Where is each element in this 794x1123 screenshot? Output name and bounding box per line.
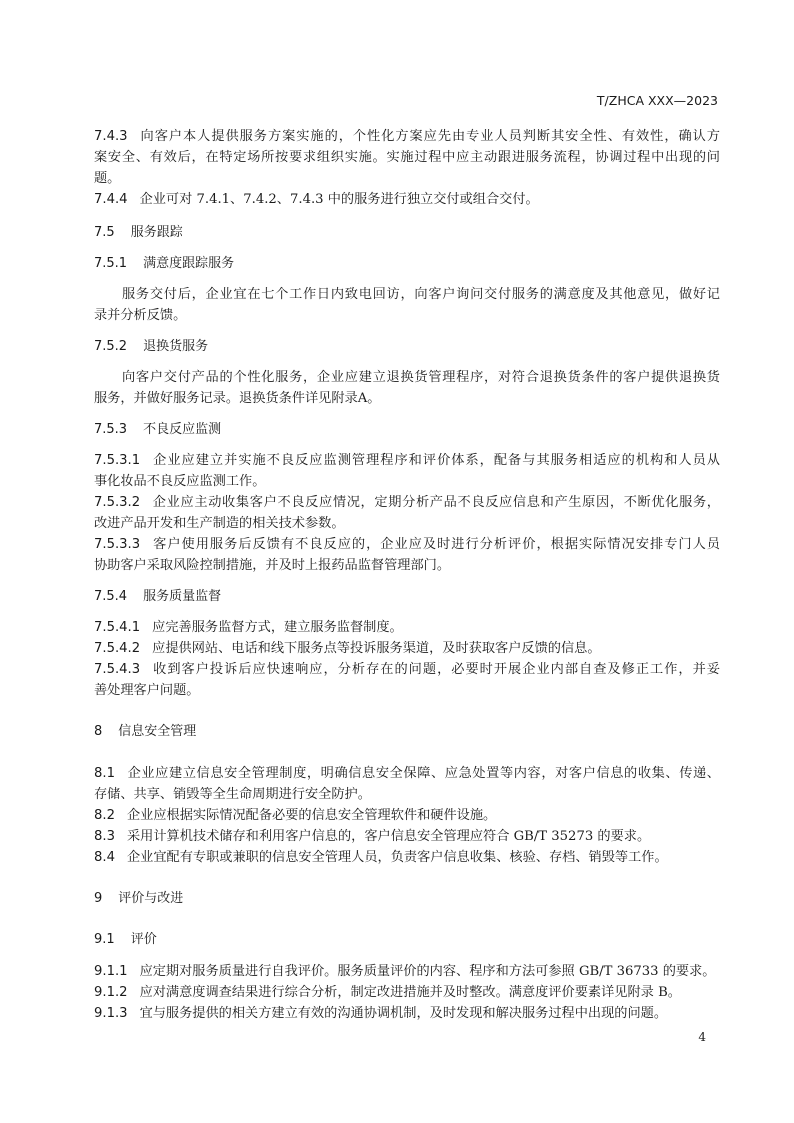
clause-7-4-3-line2: 案安全、有效后，在特定场所按要求组织实施。实施过程中应主动跟进服务流程，协调过程中出现的问 (94, 150, 720, 165)
clause-number: 8.1 (94, 766, 115, 781)
heading-7-5-2: 7.5.2 退换货服务 (94, 339, 209, 354)
clause-8-2: 8.2 企业应根据实际情况配备必要的信息安全管理软件和硬件设施。 (94, 808, 497, 823)
clause-8-1-line2: 存储、共享、销毁等全生命周期进行安全防护。 (94, 787, 371, 802)
heading-number: 9.1 (94, 932, 115, 947)
heading-number: 7.5 (94, 225, 115, 240)
clause-7-5-1-line1: 服务交付后，企业宜在七个工作日内致电回访，向客户询问交付服务的满意度及其他意见，做好记 (122, 287, 720, 302)
clause-7-5-3-3-line1: 7.5.3.3 客户使用服务后反馈有不良反应的，企业应及时进行分析评价，根据实际情况安排专门人员 (94, 537, 720, 552)
heading-7-5-3: 7.5.3 不良反应监测 (94, 422, 222, 437)
heading-7-5: 7.5 服务跟踪 (94, 225, 183, 240)
clause-number: 8.4 (94, 850, 115, 865)
clause-7-5-3-3-line2: 协助客户采取风险控制措施，并及时上报药品监督管理部门。 (94, 558, 451, 573)
clause-9-1-1: 9.1.1 应定期对服务质量进行自我评价。服务质量评价的内容、程序和方法可参照 GB/T 36733 的要求。 (94, 964, 716, 979)
clause-8-3: 8.3 采用计算机技术储存和利用客户信息的，客户信息安全管理应符合 GB/T 35273 的要求。 (94, 829, 651, 844)
clause-number: 7.5.4.1 (94, 620, 141, 635)
clause-7-5-4-2: 7.5.4.2 应提供网站、电话和线下服务点等投诉服务渠道，及时获取客户反馈的信息。 (94, 641, 601, 656)
clause-number: 7.4.4 (94, 192, 128, 207)
heading-number: 7.5.3 (94, 422, 128, 437)
clause-number: 9.1.3 (94, 1006, 128, 1021)
clause-number: 7.5.4.3 (94, 662, 141, 677)
clause-7-5-4-1: 7.5.4.1 应完善服务监督方式，建立服务监督制度。 (94, 620, 403, 635)
clause-number: 9.1.1 (94, 964, 128, 979)
clause-8-4: 8.4 企业宜配有专职或兼职的信息安全管理人员，负责客户信息收集、核验、存档、销毁等工作。 (94, 850, 668, 865)
clause-number: 7.5.3.1 (94, 453, 141, 468)
heading-number: 7.5.4 (94, 589, 128, 604)
clause-9-1-3: 9.1.3 宜与服务提供的相关方建立有效的沟通协调机制，及时发现和解决服务过程中出现的问题。 (94, 1006, 668, 1021)
page-number: 4 (698, 1030, 706, 1044)
clause-9-1-2: 9.1.2 应对满意度调查结果进行综合分析，制定改进措施并及时整改。满意度评价要素详见附录 B。 (94, 985, 681, 1000)
heading-7-5-4: 7.5.4 服务质量监督 (94, 589, 222, 604)
heading-number: 7.5.1 (94, 256, 128, 271)
clause-number: 8.2 (94, 808, 115, 823)
clause-7-5-3-2-line2: 改进产品开发和生产制造的相关技术参数。 (94, 516, 345, 531)
clause-7-4-4: 7.4.4 企业可对 7.4.1、7.4.2、7.4.3 中的服务进行独立交付或组合交付。 (94, 192, 539, 207)
clause-number: 9.1.2 (94, 985, 128, 1000)
heading-9-1: 9.1 评价 (94, 932, 157, 947)
clause-7-5-4-3-line2: 善处理客户问题。 (94, 683, 200, 698)
clause-number: 7.5.3.3 (94, 537, 141, 552)
clause-7-5-2-line1: 向客户交付产品的个性化服务，企业应建立退换货管理程序，对符合退换货条件的客户提供退换货 (122, 370, 720, 385)
clause-7-5-4-3-line1: 7.5.4.3 收到客户投诉后应快速响应，分析存在的问题，必要时开展企业内部自查及修正工作，并妥 (94, 662, 720, 677)
clause-7-5-3-1-line2: 事化妆品不良反应监测工作。 (94, 474, 266, 489)
clause-number: 8.3 (94, 829, 115, 844)
heading-number: 7.5.2 (94, 339, 128, 354)
clause-8-1-line1: 8.1 企业应建立信息安全管理制度，明确信息安全保障、应急处置等内容，对客户信息的收集、传递、 (94, 766, 720, 781)
heading-7-5-1: 7.5.1 满意度跟踪服务 (94, 256, 235, 271)
heading-9: 9 评价与改进 (94, 891, 184, 906)
clause-number: 7.4.3 (94, 129, 128, 144)
clause-number: 7.5.3.2 (94, 495, 141, 510)
heading-number: 8 (94, 724, 103, 739)
clause-7-5-3-1-line1: 7.5.3.1 企业应建立并实施不良反应监测管理程序和评价体系，配备与其服务相适应的机构和人员从 (94, 453, 720, 468)
clause-7-4-3-line1: 7.4.3 向客户本人提供服务方案实施的，个性化方案应先由专业人员判断其安全性、有效性，确认方 (94, 129, 720, 144)
clause-7-5-1-line2: 录并分析反馈。 (94, 308, 187, 323)
clause-number: 7.5.4.2 (94, 641, 141, 656)
clause-7-4-3-line3: 题。 (94, 171, 121, 186)
heading-8: 8 信息安全管理 (94, 724, 197, 739)
heading-number: 9 (94, 891, 103, 906)
document-code: T/ZHCA XXX—2023 (596, 93, 718, 108)
clause-7-5-3-2-line1: 7.5.3.2 企业应主动收集客户不良反应情况，定期分析产品不良反应信息和产生原因，不断优化服务， (94, 495, 720, 510)
clause-7-5-2-line2: 服务，并做好服务记录。退换货条件详见附录A。 (94, 391, 381, 406)
